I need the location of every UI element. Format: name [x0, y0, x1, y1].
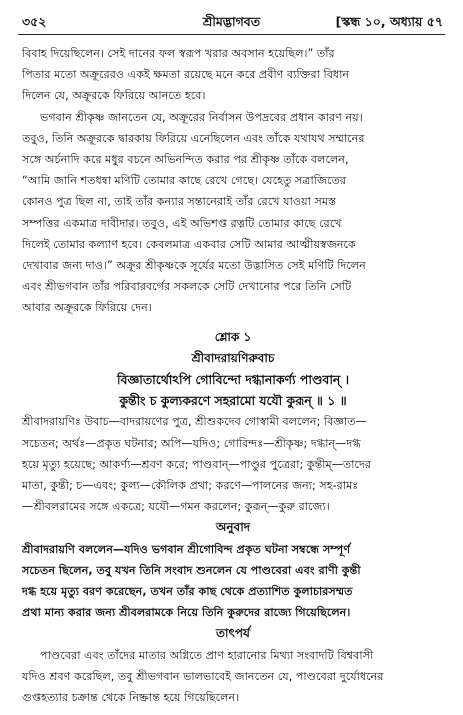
text-line: এবং শ্রীভগবান তাঁর পরিবারবর্গের সকলকে সেটি দেখানোর পরে তিনি সেটি: [22, 280, 352, 294]
text-line: কোনও পুত্র ছিল না, তাই তাঁর কন্যার সন্তানেরাই তাঁর রেখে যাওয়া সমস্ত: [22, 195, 337, 209]
translation-line: সচেতন ছিলেন, তবু যখন তিনি সংবাদ শুনলেন যে পাণ্ডবেরা এবং রাণী কুন্তী: [22, 563, 361, 577]
chapter-reference: [স্কন্ধ ১০, অধ্যায় ৫৭: [335, 14, 443, 29]
text-line: দিলেই তোমার কল্যাণ হবে। কেবলমাত্র একবার সেটি আমার আত্মীয়স্বজনকে: [22, 237, 356, 251]
verse-line: বিজ্ঞাতার্থোঽপি গোবিন্দো দগ্ধানাকর্ণ্য পাণ্ডবান্ ।: [116, 372, 350, 388]
running-header: [0, 12, 463, 34]
previous-purport: [22, 43, 444, 319]
synonym-line: —শ্রীবলরামের সঙ্গে একত্রে; যযৌ—গমন করলেন; কুরূন্—কুরু রাজ্যে।: [22, 500, 330, 514]
translation-line: প্রথা মান্য করার জন্য শ্রীবলরামকে নিয়ে তিনি কুরুদের রাজ্যে গিয়েছিলেন।: [22, 606, 351, 620]
purport-line: গুপ্তহত্যার চক্রান্ত থেকে নিষ্ক্রান্ত হয়ে গিয়েছিলেন।: [22, 691, 240, 705]
text-line: “আমি জানি শতধন্বা মণিটি তোমার কাছে রেখে গেছে। যেহেতু সত্রাজিতের: [22, 174, 347, 188]
translation: [22, 539, 444, 624]
text-line: ভগবান শ্রীকৃষ্ণ জানতেন যে, অক্রূরের নির্বাসন উপদ্রবের প্রধান কারণ নয়।: [40, 110, 363, 124]
text-line: দেখাবার জন্য দাও।” অক্রূর শ্রীকৃষ্ণকে সূর্যের মতো উদ্ভাসিত সেই মণিটি দিলেন: [22, 259, 366, 273]
header-rule: [18, 34, 445, 35]
synonyms: [22, 411, 444, 517]
text-line: সঙ্গে অর্চনাদি করে মধুর বচনে অভিনন্দিত করার পর শ্রীকৃষ্ণ তাঁকে বললেন,: [22, 153, 349, 167]
text-line: সম্পত্তির একমাত্র দাবীদার। তবুও, এই অভিশপ্ত রত্নটি তোমার কাছে রেখে: [22, 216, 342, 230]
text-line: পিতার মতো অক্রূরেরও একই ক্ষমতা রয়েছে মনে করে প্রবীণ ব্যক্তিরা বিধান: [22, 68, 350, 82]
verse-line: কুন্তীং চ কুল্যকরণে সহরামো যযৌ কুরূন্ ॥ ১ ॥: [119, 393, 347, 409]
text-line: তবুও, তিনি অক্রূরকে দ্বারকায় ফিরিয়ে এনেছিলেন এবং তাঁকে যথাযথ সম্মানের: [22, 131, 365, 145]
page-number: ৩৫২: [22, 14, 47, 29]
text-line: দিলেন যে, অক্রূরকে ফিরিয়ে আনতে হবে।: [22, 89, 206, 103]
verse-label: শ্লোক ১: [214, 329, 252, 344]
text-line: আবার অক্রূরকে ফিরিয়ে দেন।: [22, 301, 152, 315]
speaker-line: শ্রীবাদরায়ণিরুবাচ: [191, 350, 275, 365]
translation-line: দগ্ধ হয়ে মৃত্যু বরণ করেছেন, তখন তাঁর কাছ থেকে প্রত্যাশিত কুলাচারসম্মত: [22, 585, 353, 599]
purport-line: যদিও শ্রবণ করেছিল, তবু শ্রীভগবান ভালভাবেই জানতেন যে, পাণ্ডবেরা দুর্যোধনের: [22, 669, 384, 683]
synonym-line: সচেতন; অর্থঃ—প্রকৃত ঘটনার; অপি—যদিও; গোবিন্দঃ—শ্রীকৃষ্ণ; দগ্ধান্—দগ্ধ: [22, 436, 361, 450]
translation-line: শ্রীবাদরায়ণি বললেন—যদিও ভগবান শ্রীগোবিন্দ প্রকৃত ঘটনা সম্বন্ধে সম্পূর্ণ: [22, 542, 351, 556]
purport-label: তাৎপর্য: [216, 626, 250, 641]
synonym-line: হয়ে মৃত্যু হয়েছে; আকর্ণ্য—শ্রবণ করে; পাণ্ডবান্—পাণ্ডুর পুত্রেরা; কুন্তীম্—তাদের: [22, 457, 372, 471]
purport: [22, 645, 444, 709]
book-title: শ্রীমদ্ভাগবত: [202, 14, 261, 29]
text-line: বিবাহ দিয়েছিলেন। সেই দানের ফল স্বরূপ খরার অবসান হয়েছিল।” তাঁর: [22, 47, 335, 60]
synonym-line: মাতা, কুন্তী; চ—এবং; কুল্য—কৌলিক প্রথা; করণে—পালনের জন্য; সহ-রামঃ: [22, 479, 359, 493]
synonym-line: শ্রীবাদরায়ণিঃ উবাচ—বাদরায়ণের পুত্র, শ্রীশুকদেব গোস্বামী বললেন; বিজ্ঞাত—: [22, 415, 367, 429]
translation-label: অনুবাদ: [215, 520, 251, 535]
page-body: [22, 43, 444, 708]
purport-line: পাণ্ডবেরা এবং তাঁদের মাতার অগ্নিতে প্রাণ হারানোর মিথ্যা সংবাদটি বিশ্ববাসী: [40, 648, 374, 662]
